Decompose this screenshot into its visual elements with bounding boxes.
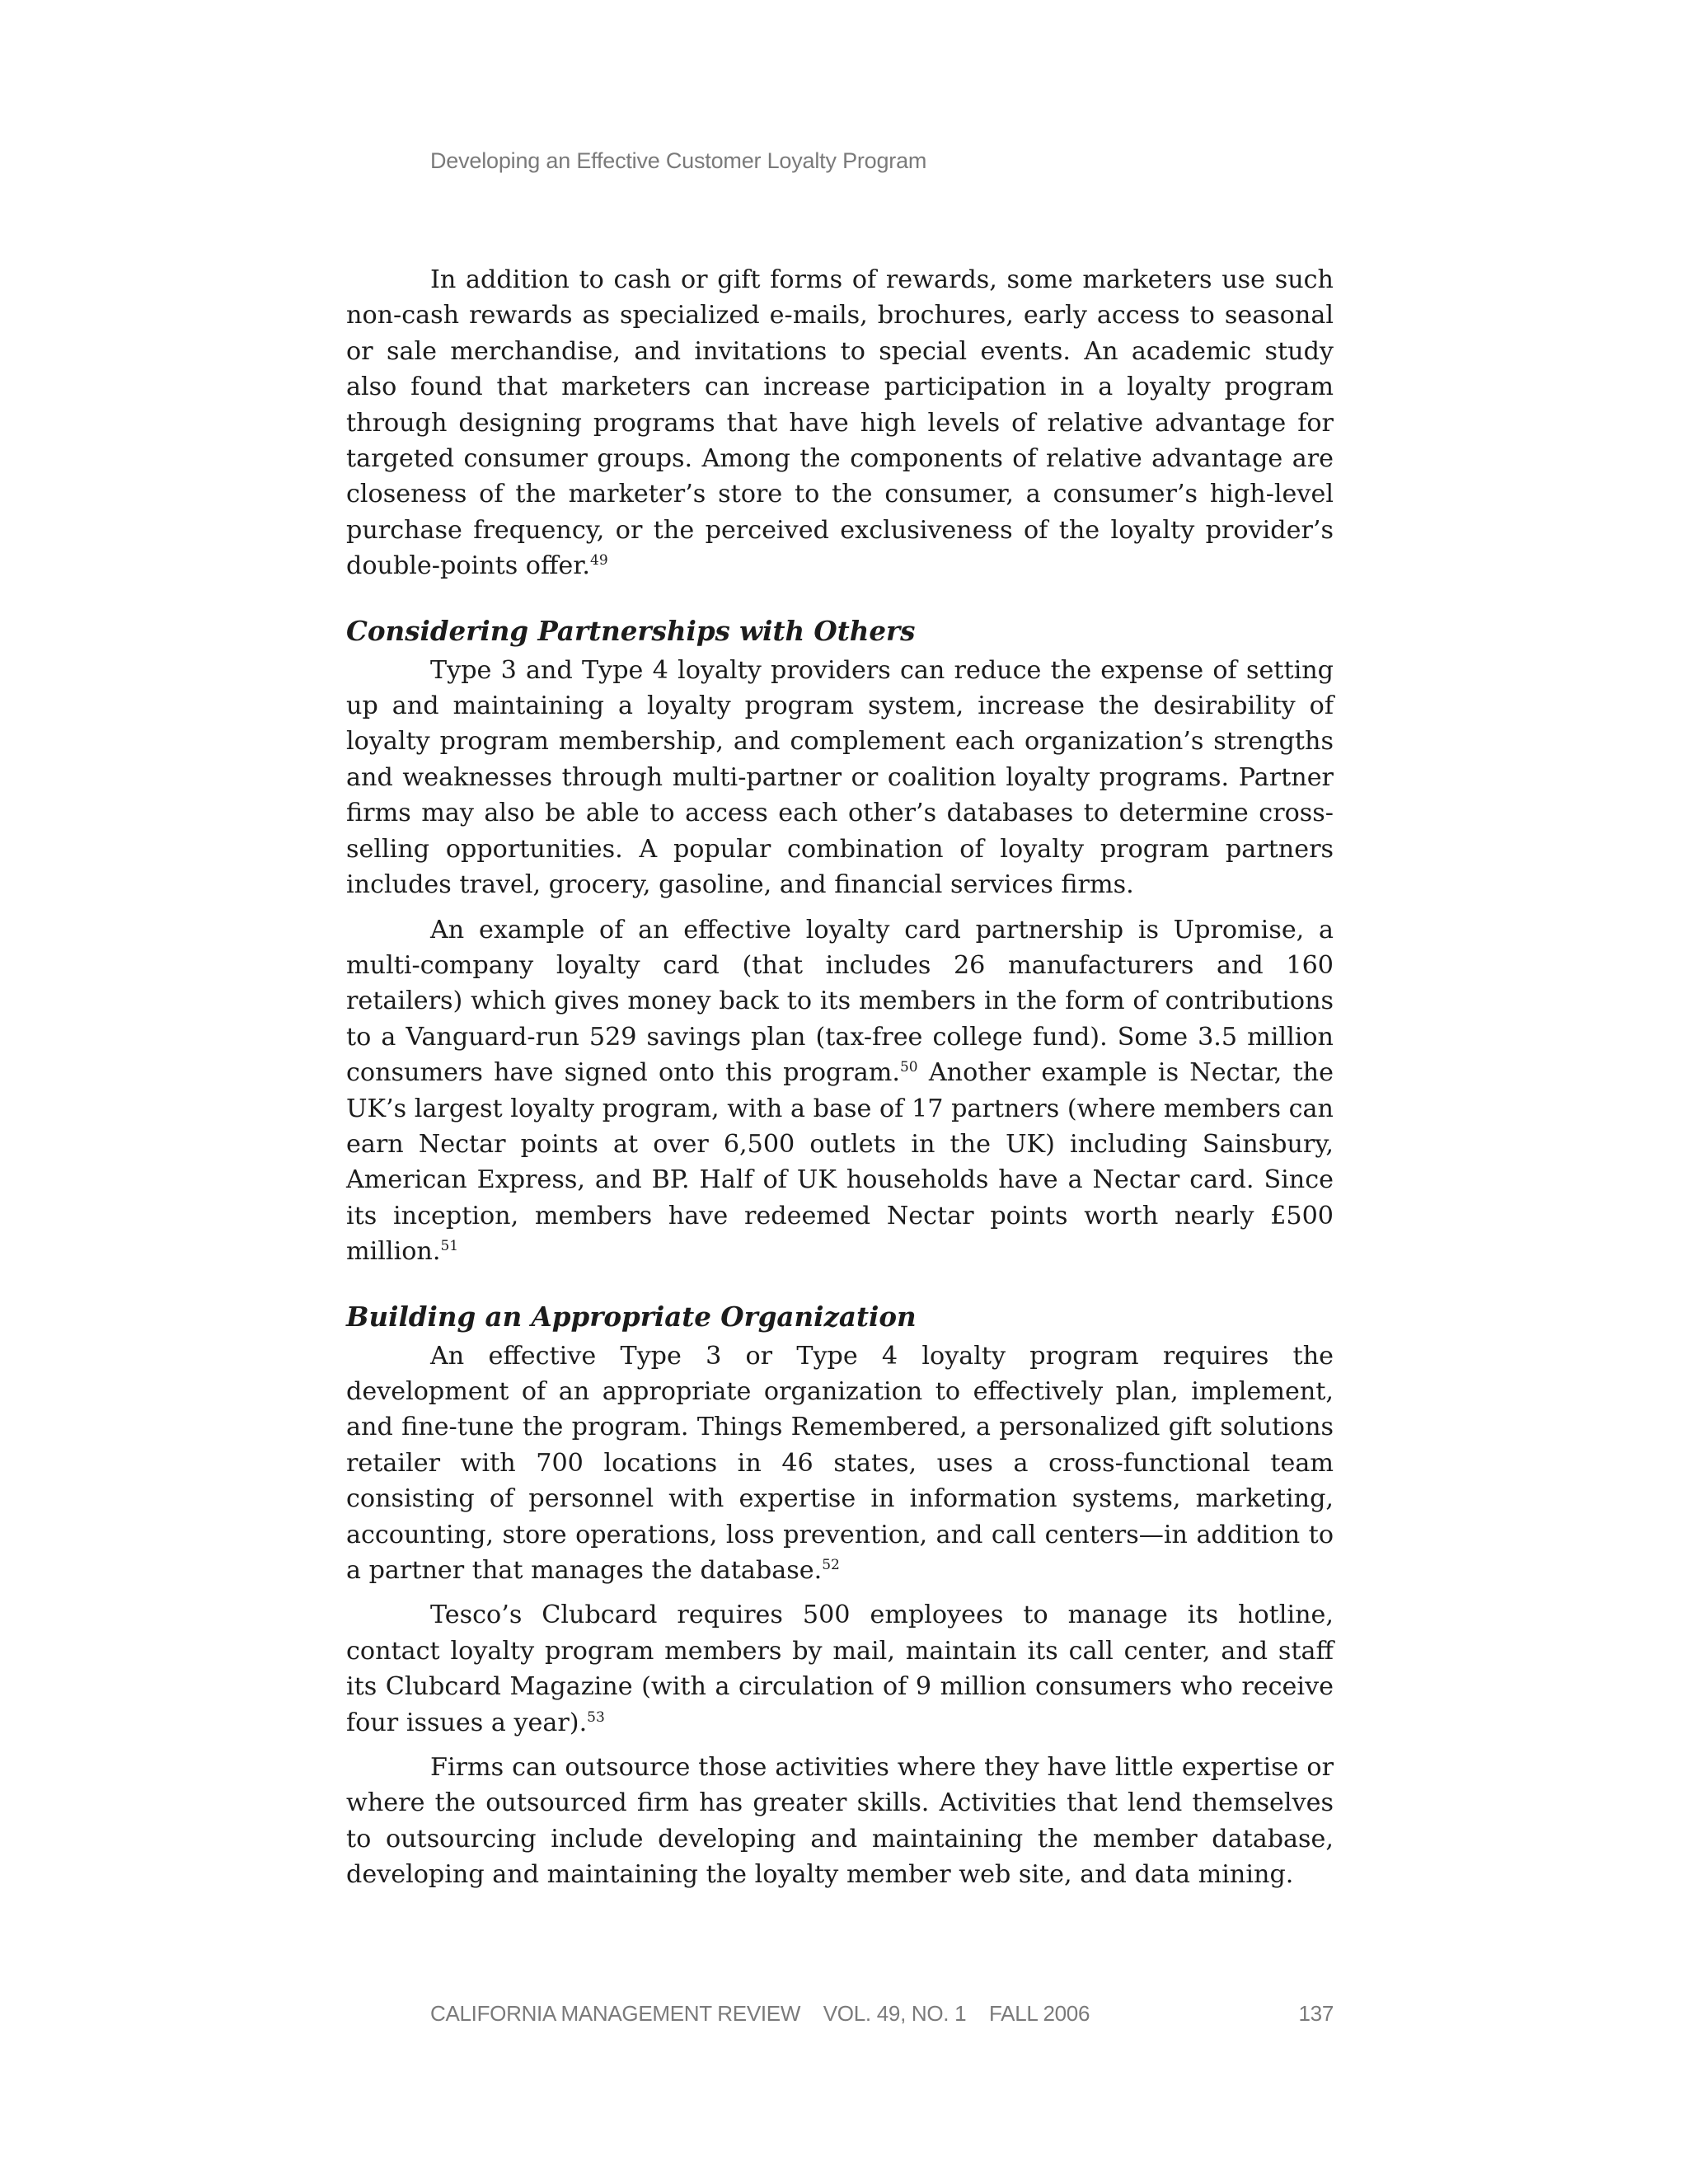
paragraph-text: In addition to cash or gift forms of rewards, some marketers use such non-cash rewards as specialized e-mails, brochures, early access to seasonal or sale merchandise, and invitations to special events. An academic study also found that marketers can increase participation in a loyalty program through designing programs that have high levels of relative advantage for targeted consumer groups. Among the components of relative advantage are closeness of the marketer’s store to the consumer, a consumer’s high-level purchase frequency, or the perceived exclusiveness of the loyalty provider’s double-points offer. (346, 265, 1334, 581)
article-body (346, 262, 1334, 1893)
paragraph-coalition (346, 653, 1334, 903)
footnote-ref-52: 52 (822, 1556, 840, 1573)
page-number: 137 (1298, 2001, 1334, 2026)
footnote-ref-50: 50 (899, 1059, 918, 1076)
paragraph-upromise-nectar (346, 912, 1334, 1270)
running-head: Developing an Effective Customer Loyalty Program (430, 148, 927, 173)
footnote-ref-51: 51 (440, 1238, 459, 1255)
footnote-ref-53: 53 (587, 1708, 605, 1726)
paragraph-text: An example of an effective loyalty card partnership is Upromise, a multi-company loyalty card (that includes 26 manufacturers and 160 retailers) which gives money back to its members in the form of contributions to a Vanguard-run 529 savings plan (tax-free college fund). Some 3.5 million consumers have signed onto this program. (346, 915, 1334, 1088)
paragraph-things-remembered (346, 1338, 1334, 1589)
paragraph-text: An effective Type 3 or Type 4 loyalty program requires the development of an appropriate organization to effectively plan, implement, and fine-tune the program. Things Remembered, a personalized gift solutions retailer with 700 locations in 46 states, uses a cross-functional team consisting of personnel with expertise in information systems, marketing, accounting, store operations, loss prevention, and call centers—in addition to a partner that manages the database. (346, 1341, 1334, 1585)
paragraph-text: Type 3 and Type 4 loyalty providers can reduce the expense of setting up and maintaining a loyalty program system, increase the desirability of loyalty program membership, and complement each organization’s strengths and weaknesses through multi-partner or coalition loyalty programs. Partner firms may also be able to access each other’s databases to determine cross-selling opportunities. A popular combination of loyalty program partners includes travel, grocery, gasoline, and financial services firms. (346, 655, 1334, 900)
section-heading-organization: Building an Appropriate Organization (346, 1300, 917, 1333)
paragraph-text: Tesco’s Clubcard requires 500 employees to manage its hotline, contact loyalty program members by mail, maintain its call center, and staff its Clubcard Magazine (with a circulation of 9 million consumers who receive four issues a year). (346, 1601, 1334, 1737)
footer-journal-info: CALIFORNIA MANAGEMENT REVIEW VOL. 49, NO. 1 FALL 2006 (430, 2001, 1090, 2026)
paragraph-outsourcing (346, 1750, 1334, 1893)
paragraph-rewards (346, 262, 1334, 584)
section-heading-partnerships: Considering Partnerships with Others (346, 614, 916, 647)
paragraph-text: Firms can outsource those activities where they have little expertise or where the outsourced firm has greater skills. Activities that lend themselves to outsourcing include developing and maintaining the member database, developing and maintaining the loyalty member web site, and data mining. (346, 1753, 1334, 1890)
paragraph-text: Another example is Nectar, the UK’s largest loyalty program, with a base of 17 partners (where members can earn Nectar points at over 6,500 outlets in the UK) including Sainsbury, American Express, and BP. Half of UK households have a Nectar card. Since its inception, members have redeemed Nectar points worth nearly £500 million. (346, 1058, 1334, 1267)
paragraph-tesco (346, 1597, 1334, 1741)
footnote-ref-49: 49 (590, 552, 608, 569)
